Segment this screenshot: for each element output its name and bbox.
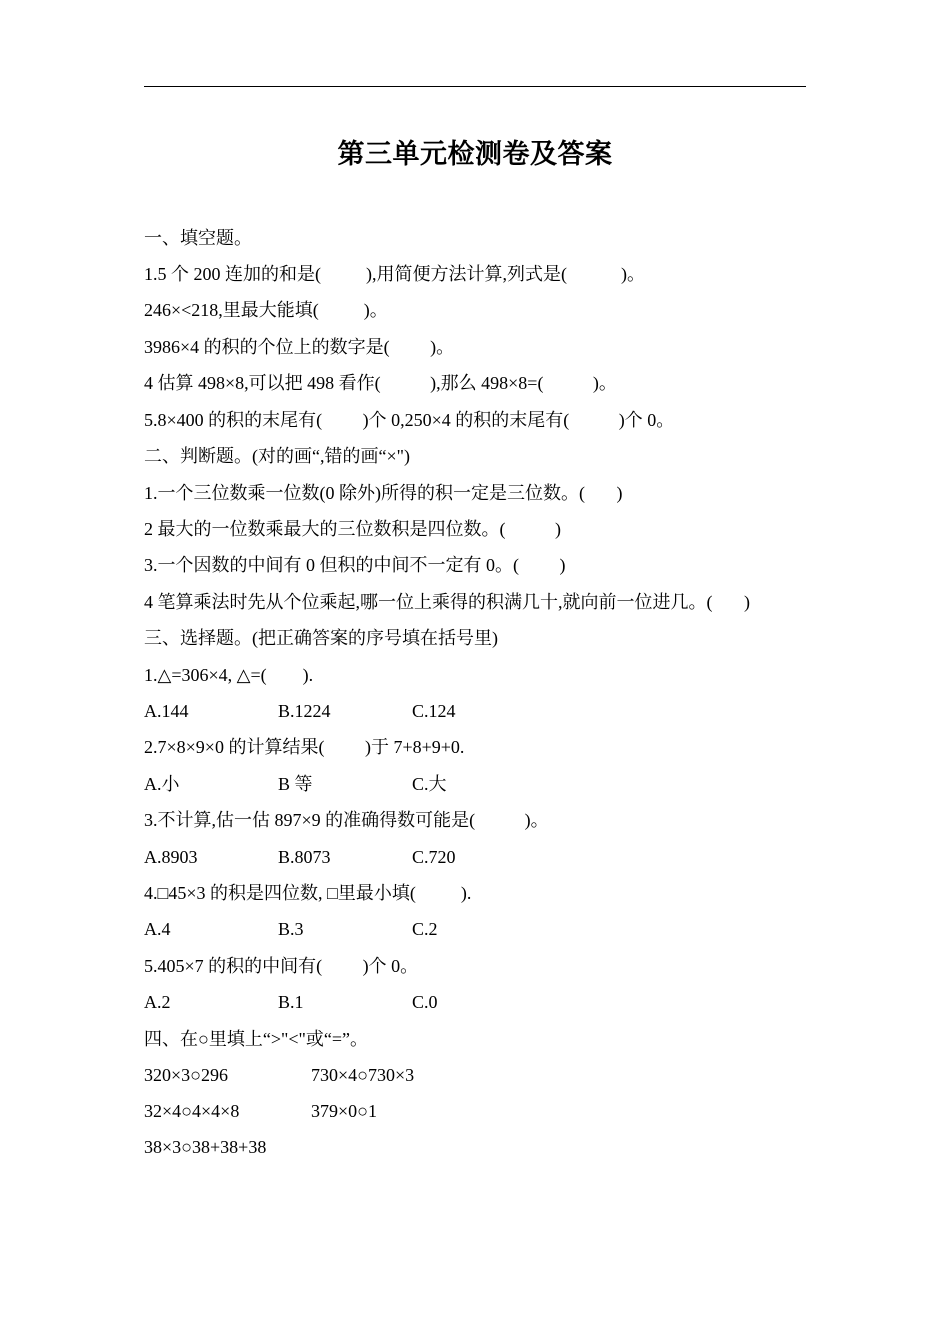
- choice-5-option-c: C.0: [412, 992, 438, 1012]
- judge-question-1: 1.一个三位数乘一位数(0 除外)所得的积一定是三位数。( ): [144, 483, 623, 503]
- compare-item-3: 32×4○4×4×8: [144, 1101, 240, 1121]
- choice-question-3: 3.不计算,估一估 897×9 的准确得数可能是( )。: [144, 810, 549, 830]
- choice-question-1: 1.△=306×4, △=( ).: [144, 665, 314, 685]
- choice-question-4: 4.□45×3 的积是四位数, □里最小填( ).: [144, 883, 472, 903]
- choice-5-option-a: A.2: [144, 992, 171, 1012]
- judge-question-3: 3.一个因数的中间有 0 但积的中间不一定有 0。( ): [144, 555, 566, 575]
- section-3-heading: 三、选择题。(把正确答案的序号填在括号里): [144, 628, 498, 648]
- compare-item-1: 320×3○296: [144, 1065, 229, 1085]
- choice-2-option-c: C.大: [412, 774, 447, 794]
- choice-4-option-c: C.2: [412, 919, 438, 939]
- choice-4-option-b: B.3: [278, 919, 304, 939]
- judge-question-4: 4 笔算乘法时先从个位乘起,哪一位上乘得的积满几十,就向前一位进几。( ): [144, 592, 750, 612]
- section-1-heading: 一、填空题。: [144, 228, 252, 248]
- compare-item-2: 730×4○730×3: [311, 1065, 415, 1085]
- fill-question-3: 3986×4 的积的个位上的数字是( )。: [144, 337, 455, 357]
- section-4-heading: 四、在○里填上“>"<"或“=”。: [144, 1029, 368, 1049]
- judge-question-2: 2 最大的一位数乘最大的三位数积是四位数。( ): [144, 519, 561, 539]
- choice-question-5: 5.405×7 的积的中间有( )个 0。: [144, 956, 419, 976]
- compare-item-5: 38×3○38+38+38: [144, 1137, 267, 1157]
- fill-question-4: 4 估算 498×8,可以把 498 看作( ),那么 498×8=( )。: [144, 373, 617, 393]
- choice-5-option-b: B.1: [278, 992, 304, 1012]
- choice-question-2: 2.7×8×9×0 的计算结果( )于 7+8+9+0.: [144, 737, 465, 757]
- choice-1-option-c: C.124: [412, 701, 456, 721]
- choice-3-option-c: C.720: [412, 847, 456, 867]
- section-2-heading: 二、判断题。(对的画“,错的画“×"): [144, 446, 410, 466]
- choice-2-option-b: B 等: [278, 774, 313, 794]
- page-title: 第三单元检测卷及答案: [337, 139, 613, 170]
- header-rule: [144, 86, 806, 87]
- choice-4-option-a: A.4: [144, 919, 171, 939]
- choice-3-option-b: B.8073: [278, 847, 331, 867]
- choice-2-option-a: A.小: [144, 774, 180, 794]
- choice-1-option-b: B.1224: [278, 701, 331, 721]
- fill-question-2: 246×<218,里最大能填( )。: [144, 300, 388, 320]
- fill-question-1: 1.5 个 200 连加的和是( ),用简便方法计算,列式是( )。: [144, 264, 645, 284]
- compare-item-4: 379×0○1: [311, 1101, 378, 1121]
- choice-3-option-a: A.8903: [144, 847, 198, 867]
- choice-1-option-a: A.144: [144, 701, 189, 721]
- fill-question-5: 5.8×400 的积的末尾有( )个 0,250×4 的积的末尾有( )个 0。: [144, 410, 675, 430]
